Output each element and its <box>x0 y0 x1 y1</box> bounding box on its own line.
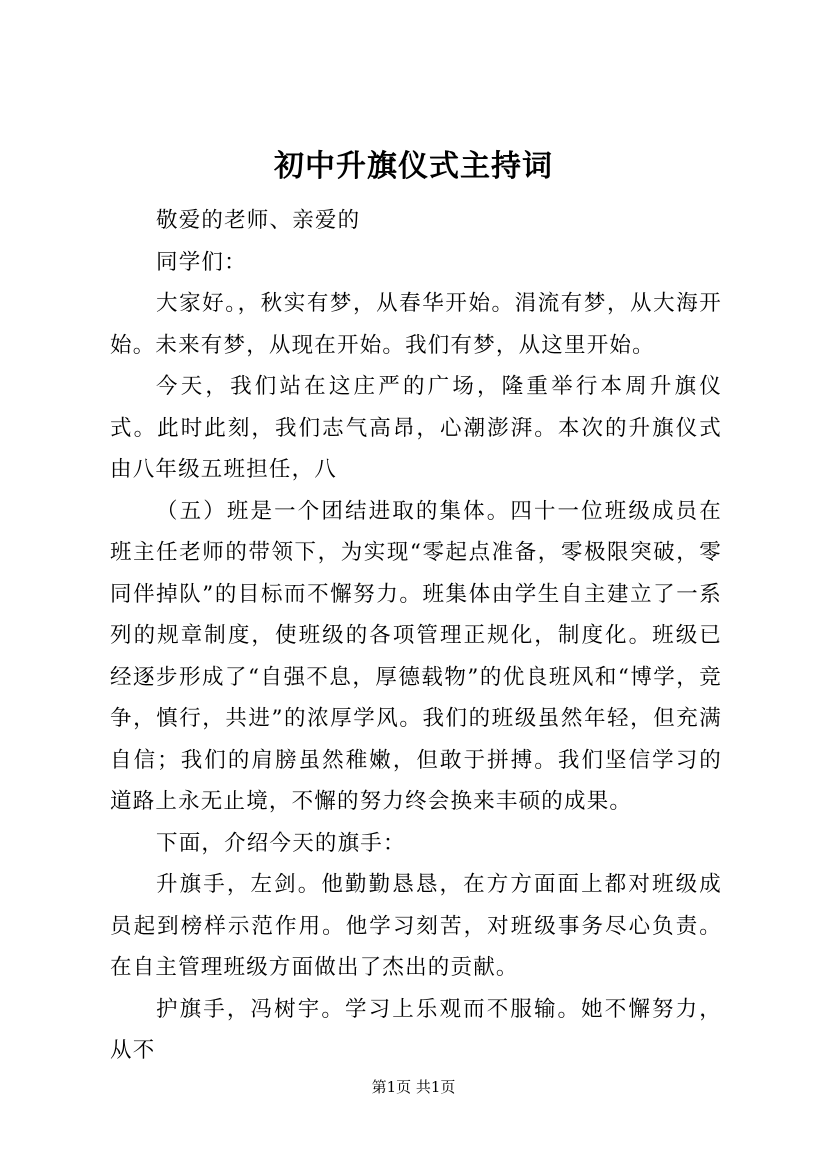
paragraph-flag-bearers-intro: 下面，介绍今天的旗手： <box>156 830 406 856</box>
paragraph-greeting: 大家好。，秋实有梦，从春华开始。涓流有梦，从大海开始。未来有梦，从现在开始。我们有梦，从这里开始。 <box>110 291 722 358</box>
document-title: 初中升旗仪式主持词 <box>274 149 553 184</box>
salutation-line-2: 同学们： <box>156 249 247 275</box>
paragraph-ceremony-intro: 今天，我们站在这庄严的广场，隆重举行本周升旗仪式。此时此刻，我们志气高昂，心潮澎湃。本次的升旗仪式由八年级五班担任，八 <box>110 374 722 482</box>
paragraph-class-intro: （五）班是一个团结进取的集体。四十一位班级成员在班主任老师的带领下，为实现“零起点准备，零极限突破，零同伴掉队”的目标而不懈努力。班集体由学生自主建立了一系列的规章制度，使班级的各项管理正规化，制度化。班级已经逐步形成了“自强不息，厚德载物”的优良班风和“博学，竞争，慎行，共进”的浓厚学风。我们的班级虽然年轻，但充满自信；我们的肩膀虽然稚嫩，但敢于拼搏。我们坚信学习的道路上永无止境，不懈的努力终会换来丰硕的成果。 <box>110 498 722 814</box>
document-body <box>110 200 722 1072</box>
salutation-line-1: 敬爱的老师、亲爱的 <box>156 208 361 233</box>
page-footer: 第1页 共1页 <box>371 1078 456 1096</box>
paragraph-flag-raiser: 升旗手，左剑。他勤勤恳恳，在方方面面上都对班级成员起到榜样示范作用。他学习刻苦，对班级事务尽心负责。在自主管理班级方面做出了杰出的贡献。 <box>110 872 722 980</box>
paragraph-flag-guard: 护旗手，冯树宇。学习上乐观而不服输。她不懈努力，从不 <box>110 996 722 1063</box>
